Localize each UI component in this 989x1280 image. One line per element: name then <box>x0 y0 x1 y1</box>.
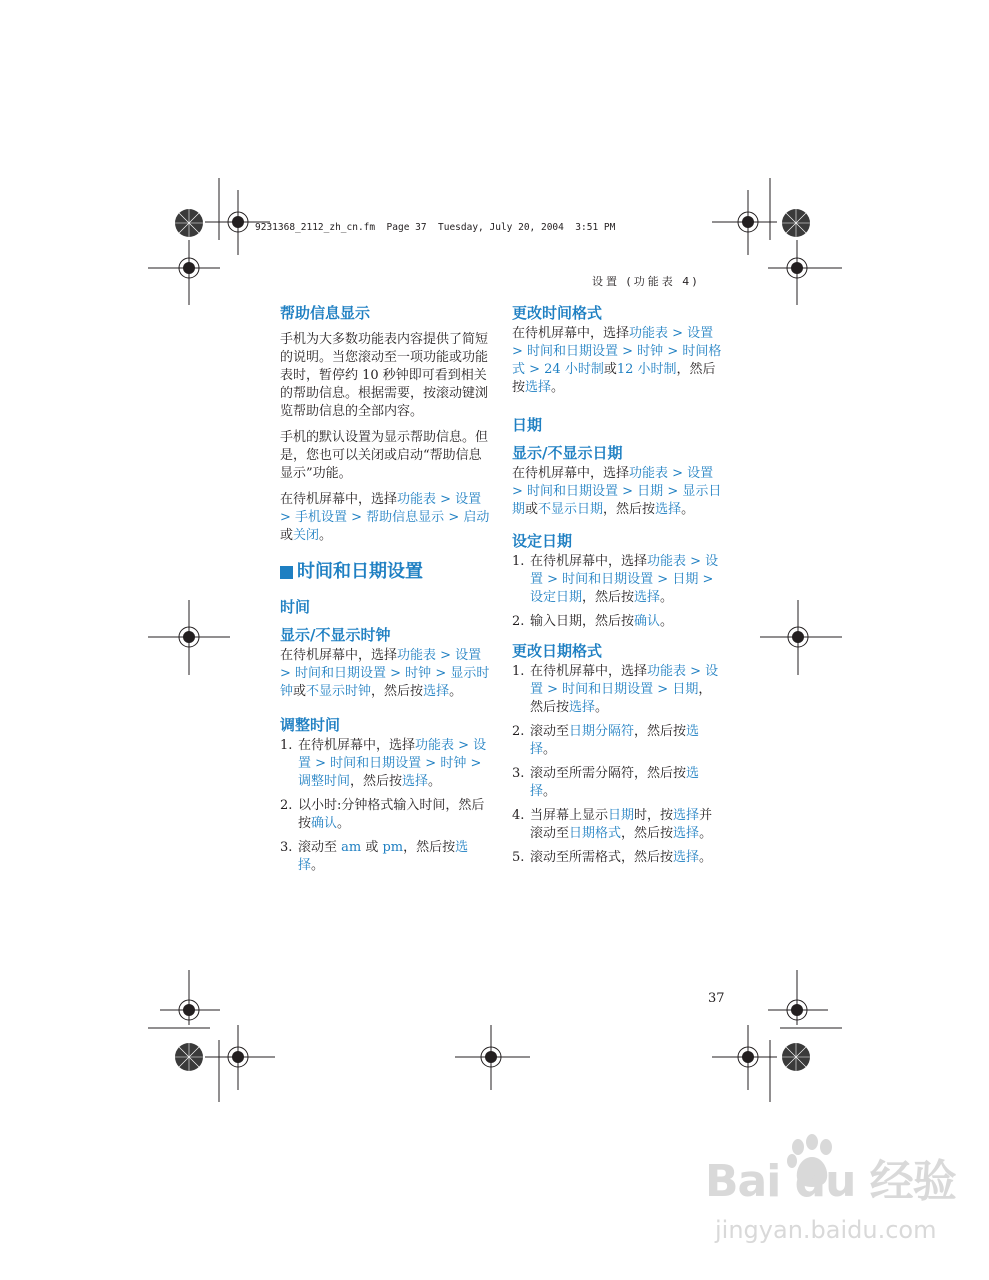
help-paragraph-3: 在待机屏幕中，选择功能表 > 设置 > 手机设置 > 帮助信息显示 > 启动或关闭。 <box>280 492 490 543</box>
date-format-title: 更改日期格式 <box>512 642 603 660</box>
page-number: 37 <box>708 991 725 1006</box>
menu-path-link: 功能表 > 设置 > 手机设置 > 帮助信息显示 > 启动 <box>280 492 490 525</box>
watermark-brand: Bai du 经验 <box>705 1156 956 1207</box>
list-item: 5. 滚动至所需格式，然后按选择。 <box>512 850 713 865</box>
help-section <box>280 303 492 545</box>
right-column <box>512 303 724 877</box>
section-title: 时间和日期设置 <box>280 559 492 585</box>
option-link: 关闭 <box>293 528 320 543</box>
date-title: 日期 <box>512 416 543 434</box>
list-item: 3. 滚动至 am 或 pm，然后按选择。 <box>280 840 469 873</box>
date-format-steps <box>512 663 724 867</box>
watermark-url: jingyan.baidu.com <box>715 1216 937 1244</box>
left-column <box>280 303 492 885</box>
running-header: 设置 (功能表 4) <box>592 275 700 288</box>
list-item: 4. 当屏幕上显示日期时，按选择并滚动至日期格式，然后按选择。 <box>512 808 713 841</box>
adjust-time-steps <box>280 737 492 875</box>
adjust-time-title: 调整时间 <box>280 716 341 734</box>
time-format-title: 更改时间格式 <box>512 304 603 322</box>
show-clock-title: 显示/不显示时钟 <box>280 626 391 644</box>
list-item: 1. 在待机屏幕中，选择功能表 > 设置 > 时间和日期设置 > 时钟 > 调整时间，然后按选择。 <box>280 738 487 789</box>
set-date-steps <box>512 553 724 631</box>
help-paragraph-1: 手机为大多数功能表内容提供了简短的说明。当您滚动至一项功能或功能表时，暂停约 10 秒钟即可看到相关的帮助信息。根据需要，按滚动键浏览帮助信息的全部内容。 <box>280 332 489 419</box>
square-bullet-icon <box>280 566 293 579</box>
file-slug: 9231368_2112_zh_cn.fm Page 37 Tuesday, July 20, 2004 3:51 PM <box>255 222 616 233</box>
list-item: 1. 在待机屏幕中，选择功能表 > 设置 > 时间和日期设置 > 日期 > 设定日期，然后按选择。 <box>512 554 719 605</box>
time-format-text: 在待机屏幕中，选择功能表 > 设置 > 时间和日期设置 > 时钟 > 时间格式 > 24 小时制或12 小时制，然后按选择。 <box>512 326 722 395</box>
list-item: 3. 滚动至所需分隔符，然后按选择。 <box>512 766 700 799</box>
list-item: 2. 输入日期，然后按确认。 <box>512 614 674 629</box>
list-item: 2. 以小时:分钟格式输入时间，然后按确认。 <box>280 798 485 831</box>
time-title: 时间 <box>280 598 311 616</box>
show-clock-text: 在待机屏幕中，选择功能表 > 设置 > 时间和日期设置 > 时钟 > 显示时钟或不显示时钟，然后按选择。 <box>280 648 490 699</box>
show-date-title: 显示/不显示日期 <box>512 444 623 462</box>
list-item: 1. 在待机屏幕中，选择功能表 > 设置 > 时间和日期设置 > 日期，然后按选择。 <box>512 664 719 715</box>
help-title: 帮助信息显示 <box>280 304 371 322</box>
show-date-text: 在待机屏幕中，选择功能表 > 设置 > 时间和日期设置 > 日期 > 显示日期或不显示日期，然后按选择。 <box>512 466 722 517</box>
help-paragraph-2: 手机的默认设置为显示帮助信息。但是，您也可以关闭或启动“帮助信息显示”功能。 <box>280 430 489 481</box>
list-item: 2. 滚动至日期分隔符，然后按选择。 <box>512 724 700 757</box>
set-date-title: 设定日期 <box>512 532 573 550</box>
